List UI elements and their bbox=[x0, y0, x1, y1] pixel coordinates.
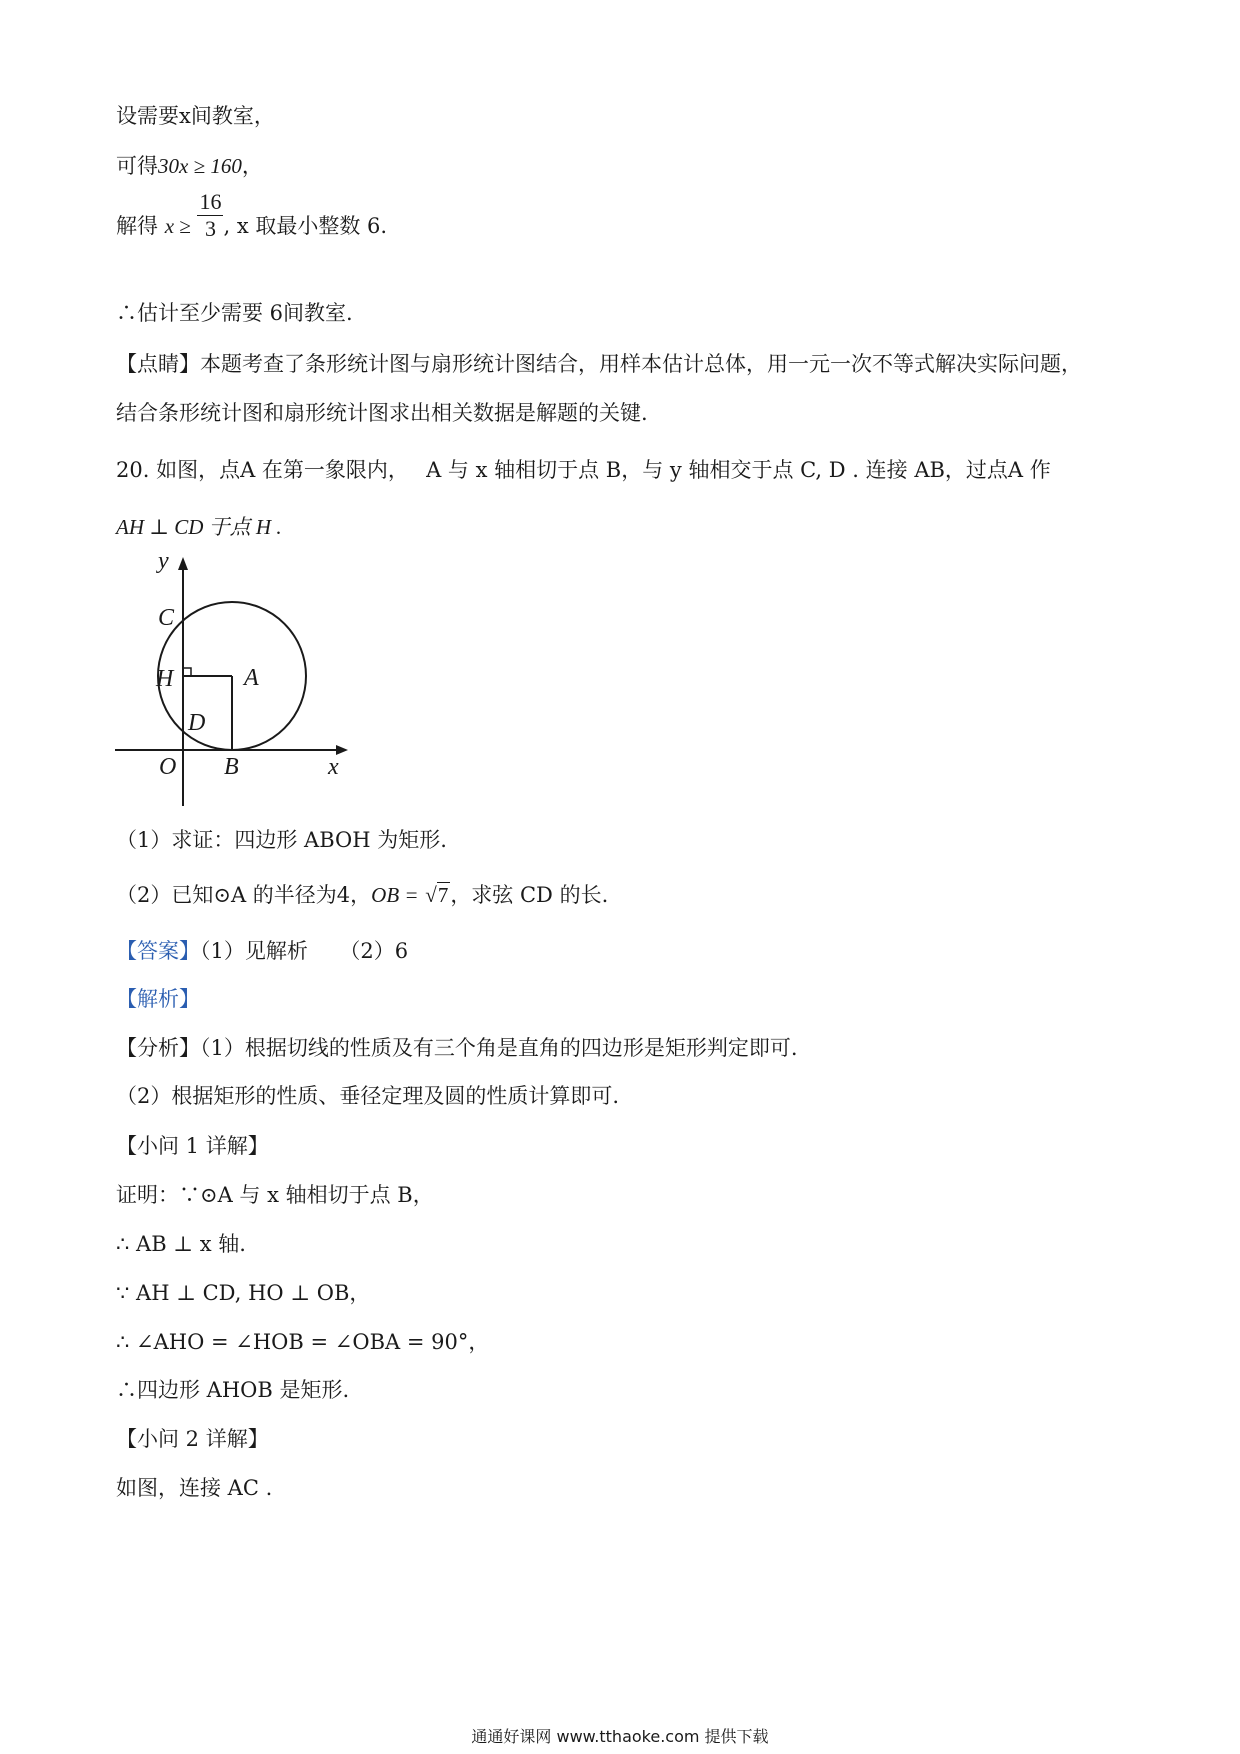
part-2-suffix: ，求弦 CD 的长. bbox=[450, 883, 609, 907]
question-20: 20. 如图，点A 在第一象限内， A 与 x 轴相切于点 B，与 y 轴相交于点 C, D . 连接 AB，过点A 作 bbox=[116, 458, 1051, 482]
proof-5: ∴四边形 AHOB 是矩形. bbox=[116, 1378, 350, 1402]
question-20-cont: AH ⊥ CD 于点 H . bbox=[116, 515, 282, 539]
solution-suffix: , x 取最小整数 6. bbox=[223, 214, 388, 238]
label-d: D bbox=[188, 710, 206, 736]
line-inequality bbox=[116, 151, 263, 181]
sqrt-radicand: 7 bbox=[437, 883, 449, 907]
line-solution bbox=[116, 189, 388, 242]
fraction-16-over-3 bbox=[197, 189, 223, 242]
geometry-figure bbox=[110, 548, 360, 808]
inequality-suffix: ， bbox=[241, 154, 263, 178]
fenxi-2: （2）根据矩形的性质、垂径定理及圆的性质计算即可. bbox=[116, 1084, 620, 1108]
y-axis-arrow bbox=[178, 557, 188, 570]
answer-body: （1）见解析 （2）6 bbox=[200, 939, 409, 963]
fenxi-1: 【分析】（1）根据切线的性质及有三个角是直角的四边形是矩形判定即可. bbox=[116, 1036, 798, 1060]
sqrt-7: √7 bbox=[425, 883, 449, 907]
part-2 bbox=[116, 880, 608, 910]
proof-4: ∴ ∠AHO = ∠HOB = ∠OBA = 90°， bbox=[116, 1330, 490, 1354]
proof-2: ∴ AB ⊥ x 轴. bbox=[116, 1232, 246, 1256]
label-o: O bbox=[159, 754, 177, 780]
answer-tag: 【答案】 bbox=[116, 939, 200, 963]
ob-equals: OB = bbox=[371, 883, 419, 907]
part-1: （1）求证：四边形 ABOH 为矩形. bbox=[116, 828, 447, 852]
label-c: C bbox=[158, 605, 175, 631]
inequality-math: 30x ≥ 160 bbox=[158, 154, 242, 178]
analysis-tag: 【解析】 bbox=[116, 987, 200, 1011]
label-a: A bbox=[244, 665, 259, 691]
fraction-denominator: 3 bbox=[204, 216, 216, 241]
proof-1: 证明：∵⊙A 与 x 轴相切于点 B， bbox=[116, 1183, 434, 1207]
label-h: H bbox=[156, 666, 174, 692]
label-x: x bbox=[328, 754, 339, 780]
inequality-prefix: 可得 bbox=[116, 154, 158, 178]
sub-question-2: 【小问 2 详解】 bbox=[116, 1427, 269, 1451]
part-2-prefix: （2）已知⊙A 的半径为4， bbox=[116, 883, 372, 907]
fraction-numerator: 16 bbox=[199, 189, 222, 214]
line-dianjing-cont: 结合条形统计图和扇形统计图求出相关数据是解题的关键. bbox=[116, 401, 648, 425]
line-dianjing: 【点睛】本题考查了条形统计图与扇形统计图结合，用样本估计总体，用一元一次不等式解决实际问题， bbox=[116, 352, 1082, 376]
line-classroom-assume: 设需要x间教室， bbox=[116, 104, 275, 128]
line-estimate: ∴估计至少需要 6间教室. bbox=[116, 301, 353, 325]
label-b: B bbox=[224, 754, 239, 780]
solution-lhs: x ≥ bbox=[164, 214, 191, 238]
connect-ac: 如图，连接 AC . bbox=[116, 1476, 273, 1500]
right-angle-mark bbox=[183, 668, 191, 676]
label-y: y bbox=[158, 548, 169, 574]
solution-prefix: 解得 bbox=[116, 214, 158, 238]
footer-source: 通通好课网 www.tthaoke.com 提供下载 bbox=[471, 1727, 769, 1746]
sub-question-1: 【小问 1 详解】 bbox=[116, 1134, 269, 1158]
answer-line bbox=[116, 936, 408, 966]
proof-3: ∵ AH ⊥ CD, HO ⊥ OB， bbox=[116, 1281, 371, 1305]
